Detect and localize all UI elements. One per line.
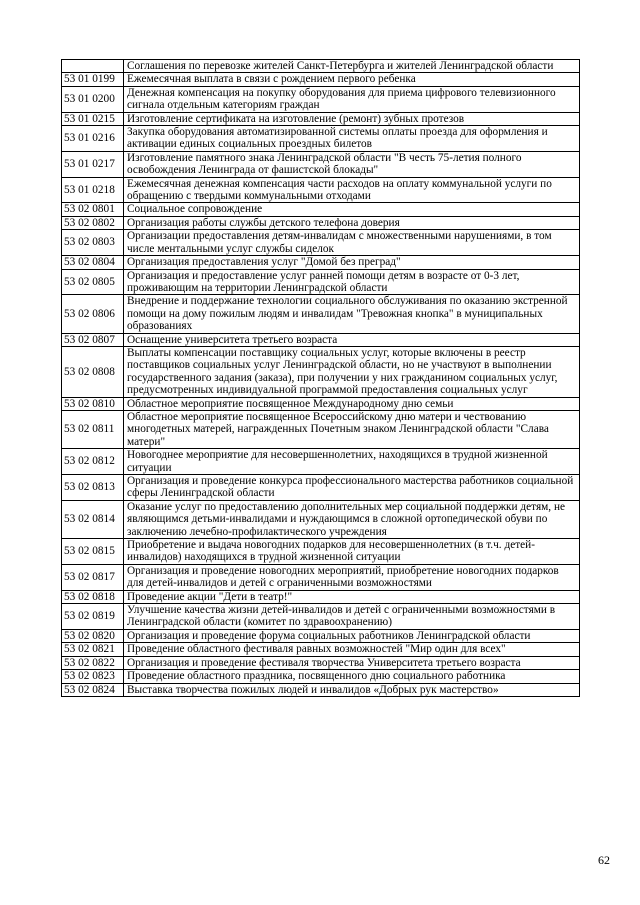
row-name: Организации предоставления детям-инвалидам с множественными нарушениями, в том числе ментальными услуг службы сиделок: [124, 230, 580, 256]
row-name: Организация и проведение конкурса профессионального мастерства работников социальной сферы Ленинградской области: [124, 475, 580, 501]
row-code: 53 02 0820: [62, 629, 124, 642]
budget-codes-table: [61, 59, 580, 697]
row-name: Социальное сопровождение: [124, 203, 580, 216]
table-row: [62, 177, 580, 203]
row-code: 53 01 0199: [62, 73, 124, 86]
row-code: 53 02 0819: [62, 604, 124, 630]
table-row: [62, 683, 580, 696]
row-name: Организация и проведение фестиваля творчества Университета третьего возраста: [124, 656, 580, 669]
table-row: [62, 112, 580, 125]
table-row: [62, 539, 580, 565]
table-row: [62, 656, 580, 669]
row-name: Приобретение и выдача новогодних подарков для несовершеннолетних (в т.ч. детей-инвалидов) находящихся в трудной жизненной ситуации: [124, 539, 580, 565]
table-row: [62, 629, 580, 642]
row-name: Изготовление сертификата на изготовление (ремонт) зубных протезов: [124, 112, 580, 125]
table-row: [62, 475, 580, 501]
row-code: 53 02 0814: [62, 500, 124, 538]
row-code: 53 02 0822: [62, 656, 124, 669]
row-code: 53 02 0813: [62, 475, 124, 501]
row-code: 53 02 0801: [62, 203, 124, 216]
table-row: [62, 230, 580, 256]
table-row: [62, 670, 580, 683]
table-row: [62, 449, 580, 475]
row-name: Оснащение университета третьего возраста: [124, 333, 580, 346]
table-row: [62, 256, 580, 269]
row-name: Организация и предоставление услуг ранней помощи детям в возрасте от 0-3 лет, проживающим на территории Ленинградской области: [124, 269, 580, 295]
table-row: [62, 269, 580, 295]
row-name: Закупка оборудования автоматизированной системы оплаты проезда для оформления и активации единых социальных проездных билетов: [124, 126, 580, 152]
table-row: [62, 410, 580, 448]
row-name: Областное мероприятие посвященное Всероссийскому дню матери и чествованию многодетных матерей, награжденных Почетным знаком Ленинградской области "Слава матери": [124, 410, 580, 448]
row-name: Денежная компенсация на покупку оборудования для приема цифрового телевизионного сигнала отдельным категориям граждан: [124, 86, 580, 112]
row-name: Соглашения по перевозке жителей Санкт-Петербурга и жителей Ленинградской области: [124, 60, 580, 73]
table-row: [62, 86, 580, 112]
row-name: Организация предоставления услуг "Домой без преград": [124, 256, 580, 269]
row-code: 53 01 0215: [62, 112, 124, 125]
row-name: Областное мероприятие посвященное Международному дню семьи: [124, 397, 580, 410]
row-name: Улучшение качества жизни детей-инвалидов и детей с ограниченными возможностями в Ленинградской области (комитет по здравоохранению): [124, 604, 580, 630]
table-row: [62, 604, 580, 630]
table-row: [62, 60, 580, 73]
row-name: Проведение областного праздника, посвященного дню социального работника: [124, 670, 580, 683]
row-code: 53 02 0805: [62, 269, 124, 295]
row-code: 53 02 0802: [62, 216, 124, 229]
row-name: Ежемесячная выплата в связи с рождением первого ребенка: [124, 73, 580, 86]
table-row: [62, 216, 580, 229]
row-code: 53 02 0806: [62, 295, 124, 333]
row-code: [62, 60, 124, 73]
row-code: 53 02 0812: [62, 449, 124, 475]
row-code: 53 01 0218: [62, 177, 124, 203]
row-code: 53 02 0803: [62, 230, 124, 256]
row-code: 53 01 0216: [62, 126, 124, 152]
row-code: 53 02 0808: [62, 346, 124, 397]
table-row: [62, 397, 580, 410]
row-name: Ежемесячная денежная компенсация части расходов на оплату коммунальной услуги по обращению с твердыми коммунальными отходами: [124, 177, 580, 203]
row-name: Организация и проведение форума социальных работников Ленинградской области: [124, 629, 580, 642]
row-name: Проведение акции "Дети в театр!": [124, 590, 580, 603]
table-row: [62, 643, 580, 656]
table-row: [62, 126, 580, 152]
row-code: 53 02 0821: [62, 643, 124, 656]
table-row: [62, 295, 580, 333]
row-name: Новогоднее мероприятие для несовершеннолетних, находящихся в трудной жизненной ситуации: [124, 449, 580, 475]
row-code: 53 02 0810: [62, 397, 124, 410]
row-name: Проведение областного фестиваля равных возможностей "Мир один для всех": [124, 643, 580, 656]
row-code: 53 02 0817: [62, 564, 124, 590]
row-name: Изготовление памятного знака Ленинградской области "В честь 75-летия полного освобождения Ленинграда от фашистской блокады": [124, 151, 580, 177]
row-code: 53 02 0818: [62, 590, 124, 603]
row-code: 53 01 0200: [62, 86, 124, 112]
table-row: [62, 203, 580, 216]
row-code: 53 01 0217: [62, 151, 124, 177]
row-code: 53 02 0815: [62, 539, 124, 565]
row-name: Организация работы службы детского телефона доверия: [124, 216, 580, 229]
page-number: 62: [598, 853, 610, 867]
table-row: [62, 500, 580, 538]
table-row: [62, 590, 580, 603]
row-code: 53 02 0824: [62, 683, 124, 696]
row-code: 53 02 0811: [62, 410, 124, 448]
table-row: [62, 333, 580, 346]
table-row: [62, 73, 580, 86]
row-code: 53 02 0823: [62, 670, 124, 683]
table-row: [62, 346, 580, 397]
table-body: [62, 60, 580, 697]
row-name: Внедрение и поддержание технологии социального обслуживания по оказанию экстренной помощи на дому пожилым людям и инвалидам "Тревожная кнопка" в муниципальных образованиях: [124, 295, 580, 333]
table-row: [62, 564, 580, 590]
row-name: Выставка творчества пожилых людей и инвалидов «Добрых рук мастерство»: [124, 683, 580, 696]
row-name: Выплаты компенсации поставщику социальных услуг, которые включены в реестр поставщиков социальных услуг Ленинградской области, но не участвуют в выполнении государственного задания (заказа), при получении у них гражданином социальных услуг, предусмотренных индивидуальной программой предоставления социальных услуг: [124, 346, 580, 397]
table-row: [62, 151, 580, 177]
row-code: 53 02 0807: [62, 333, 124, 346]
row-name: Оказание услуг по предоставлению дополнительных мер социальной поддержки детям, не являющимся детьми-инвалидами и нуждающимся в сложной ортопедической обуви по заключению лечебно-профилактического учреждения: [124, 500, 580, 538]
row-code: 53 02 0804: [62, 256, 124, 269]
row-name: Организация и проведение новогодних мероприятий, приобретение новогодних подарков для детей-инвалидов и детей с ограниченными возможностями: [124, 564, 580, 590]
